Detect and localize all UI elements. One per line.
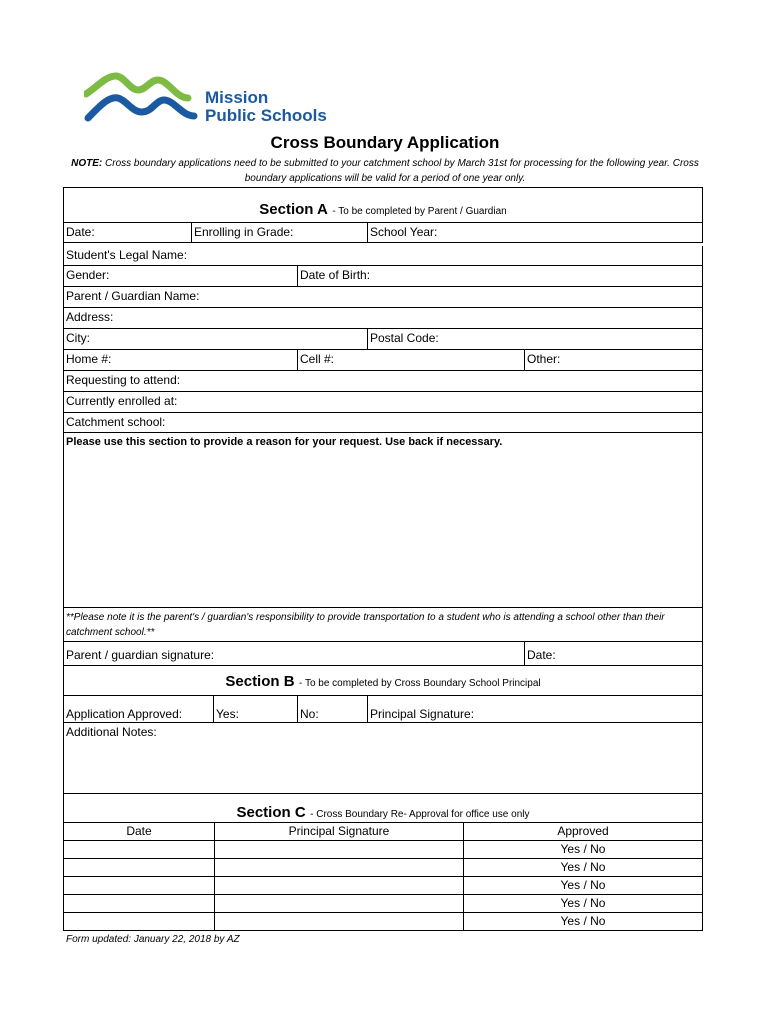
enrolled-row	[64, 392, 703, 413]
logo-text	[205, 89, 327, 125]
transport-row	[64, 608, 703, 642]
city-field[interactable]: City:	[64, 329, 368, 349]
row-signature-cell[interactable]	[215, 913, 464, 930]
transport-note: **Please note it is the parent's / guardian's responsibility to provide transportation to a student who is attending a school other than their catchment school.**	[64, 608, 703, 641]
row-approved-cell[interactable]: Yes / No	[464, 859, 703, 876]
section-b-header	[64, 666, 703, 695]
row-signature-cell[interactable]	[215, 877, 464, 894]
section-a-title: Section A	[259, 201, 328, 218]
logo-blue-wave	[88, 98, 194, 118]
grade-field[interactable]: Enrolling in Grade:	[192, 223, 368, 242]
logo-green-wave	[86, 76, 188, 98]
additional-notes-field[interactable]: Additional Notes:	[64, 723, 703, 793]
reapproval-header-row	[64, 823, 703, 841]
application-form	[63, 187, 703, 931]
row-approved-cell[interactable]: Yes / No	[464, 877, 703, 894]
note	[60, 156, 710, 186]
row-date-cell[interactable]	[64, 859, 215, 876]
legal-name-row	[64, 243, 703, 266]
page-title: Cross Boundary Application	[270, 133, 500, 152]
city-row	[64, 329, 703, 350]
address-field[interactable]: Address:	[64, 308, 703, 328]
guardian-name-row	[64, 287, 703, 308]
guardian-signature-field[interactable]: Parent / guardian signature:	[64, 642, 525, 665]
row-approved-cell[interactable]: Yes / No	[464, 841, 703, 858]
table-row	[64, 859, 703, 877]
row-approved-cell[interactable]: Yes / No	[464, 913, 703, 930]
dob-field[interactable]: Date of Birth:	[298, 266, 703, 286]
section-b-subtitle: - To be completed by Cross Boundary School Principal	[299, 678, 541, 689]
legal-name-field[interactable]: Student's Legal Name:	[64, 246, 703, 265]
note-label: NOTE:	[71, 158, 103, 169]
table-row	[64, 841, 703, 859]
gender-row	[64, 266, 703, 287]
row-signature-cell[interactable]	[215, 895, 464, 912]
section-a-header-row	[64, 188, 703, 223]
note-text: Cross boundary applications need to be submitted to your catchment school by March 31st for processing for the following year. Cross boundary applications will be valid for a period of one year only.	[105, 158, 699, 184]
approved-no-field[interactable]: No:	[298, 696, 368, 722]
approval-row	[64, 696, 703, 723]
reapproval-table	[64, 823, 703, 931]
logo-line2: Public Schools	[205, 106, 327, 125]
enrolled-field[interactable]: Currently enrolled at:	[64, 392, 703, 412]
guardian-name-field[interactable]: Parent / Guardian Name:	[64, 287, 703, 307]
date-row	[64, 223, 703, 243]
notes-row	[64, 723, 703, 794]
approved-yes-field[interactable]: Yes:	[214, 696, 298, 722]
other-phone-field[interactable]: Other:	[525, 350, 703, 370]
reason-textarea[interactable]: Please use this section to provide a reason for your request. Use back if necessary.	[64, 433, 703, 607]
section-c-title: Section C	[236, 804, 306, 821]
catchment-row	[64, 413, 703, 433]
section-a-subtitle: - To be completed by Parent / Guardian	[332, 206, 507, 217]
school-year-field[interactable]: School Year:	[368, 223, 703, 242]
catchment-field[interactable]: Catchment school:	[64, 413, 703, 432]
row-date-cell[interactable]	[64, 877, 215, 894]
row-date-cell[interactable]	[64, 913, 215, 930]
table-row	[64, 877, 703, 895]
signature-date-field[interactable]: Date:	[525, 642, 703, 665]
row-signature-cell[interactable]	[215, 859, 464, 876]
reason-row	[64, 433, 703, 608]
principal-signature-field[interactable]: Principal Signature:	[368, 696, 703, 722]
section-c-header	[64, 794, 703, 822]
col-date-header: Date	[64, 823, 215, 840]
home-phone-field[interactable]: Home #:	[64, 350, 298, 370]
logo-line1: Mission	[205, 88, 269, 107]
section-b-header-row	[64, 666, 703, 696]
requesting-field[interactable]: Requesting to attend:	[64, 371, 703, 391]
table-row	[64, 895, 703, 913]
section-c-subtitle: - Cross Boundary Re- Approval for office use only	[310, 809, 530, 820]
signature-row	[64, 642, 703, 666]
row-date-cell[interactable]	[64, 841, 215, 858]
section-b-title: Section B	[225, 673, 295, 690]
gender-field[interactable]: Gender:	[64, 266, 298, 286]
col-signature-header: Principal Signature	[215, 823, 464, 840]
row-signature-cell[interactable]	[215, 841, 464, 858]
address-row	[64, 308, 703, 329]
section-a-header	[64, 188, 703, 222]
date-field[interactable]: Date:	[64, 223, 192, 242]
cell-phone-field[interactable]: Cell #:	[298, 350, 525, 370]
row-approved-cell[interactable]: Yes / No	[464, 895, 703, 912]
table-row	[64, 913, 703, 931]
col-approved-header: Approved	[464, 823, 703, 840]
phone-row	[64, 350, 703, 371]
row-date-cell[interactable]	[64, 895, 215, 912]
form-updated-footer: Form updated: January 22, 2018 by AZ	[66, 934, 240, 945]
section-c-header-row	[64, 794, 703, 823]
requesting-row	[64, 371, 703, 392]
application-approved-label: Application Approved:	[64, 696, 214, 722]
postal-field[interactable]: Postal Code:	[368, 329, 703, 349]
